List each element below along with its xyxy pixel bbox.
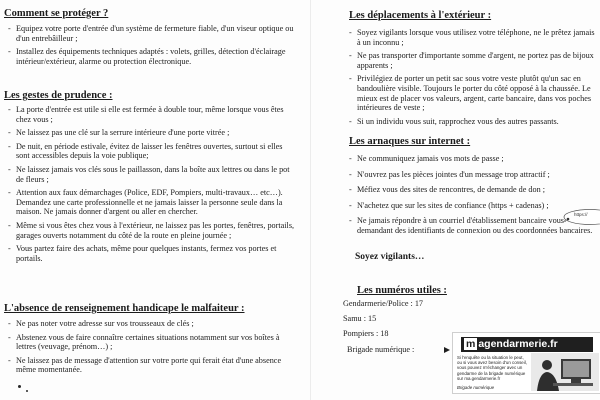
brand-banner bbox=[461, 337, 593, 352]
logo-tagline: Si l'enquête ou la situation le peut, ou si vous avez besoin d'un conseil, vous pouvez m'échanger avec un gendarme de la brigade numérique sur ma.gendarmerie.fr bbox=[457, 355, 527, 381]
list-item: - Ne pas noter votre adresse sur vos trousseaux de clés ; bbox=[8, 319, 298, 329]
list-item: - Privilégiez de porter un petit sac sous votre veste plutôt qu'un sac en bandoulière visible. Toujours le porter du côté opposé à la chaussée. Le mieux est de placer vos valeurs, argent, carte bancaire, dans vos poches intérieures de veste ; bbox=[349, 74, 600, 112]
number-brigade: Brigade numérique : bbox=[347, 345, 415, 354]
list-item: - Equipez votre porte d'entrée d'un système de fermeture fiable, d'un viseur optique ou d'un entrebâilleur ; bbox=[8, 24, 298, 43]
number-gendarmerie: Gendarmerie/Police : 17 bbox=[343, 299, 424, 308]
number-pompiers: Pompiers : 18 bbox=[343, 329, 389, 338]
heading-absence: L'absence de renseignement handicape le malfaiteur : bbox=[4, 303, 245, 314]
list-item: - Ne laissez pas une clé sur la serrure intérieure d'une porte vitrée ; bbox=[8, 128, 298, 138]
list-item: - Même si vous êtes chez vous à l'extérieur, ne laissez pas les portes, fenêtres, portails, garages ouverts notamment du côté de la route en pleine journée ; bbox=[8, 221, 298, 240]
list-item: - Ne laissez jamais vos clés sous le paillasson, dans la boîte aux lettres ou dans le pot de fleurs ; bbox=[8, 165, 298, 184]
list-item: - Vous partez faire des achats, même pour quelques instants, fermez vos portes et portails. bbox=[8, 244, 298, 263]
list-item: - Soyez vigilants lorsque vous utilisez votre téléphone, ne le prêtez jamais à un inconnu ; bbox=[349, 28, 600, 47]
heading-protect: Comment se protéger ? bbox=[4, 8, 109, 19]
numbers-list bbox=[343, 299, 453, 359]
pointer-arrow-icon bbox=[443, 346, 451, 354]
section-numbers bbox=[357, 285, 487, 297]
list-item: - Ne pas transporter d'importante somme d'argent, ne portez pas de bijoux apparents ; bbox=[349, 51, 600, 70]
browser-bubble-icon bbox=[562, 208, 600, 226]
list-item: - N'ouvrez pas les pièces jointes d'un message trop attractif ; bbox=[349, 170, 600, 180]
list-item: - N'achetez que sur les sites de confiance (https + cadenas) ; bbox=[349, 201, 600, 211]
gendarmerie-logo-card bbox=[452, 332, 600, 394]
list-protect bbox=[4, 24, 298, 66]
brand-prefix: m bbox=[466, 338, 476, 350]
scan-speck bbox=[18, 385, 21, 388]
list-item: - Ne communiquez jamais vos mots de passe ; bbox=[349, 154, 600, 164]
list-absence bbox=[4, 319, 298, 375]
list-item: - Installez des équipements techniques adaptés : volets, grilles, détection d'éclairage intérieur/extérieur, alarme ou protection électronique. bbox=[8, 47, 298, 66]
heading-exterieur: Les déplacements à l'extérieur : bbox=[349, 10, 492, 21]
scan-speck bbox=[26, 390, 28, 392]
browser-url-text: https:// bbox=[574, 212, 588, 217]
section-exterieur bbox=[349, 10, 600, 126]
list-item: - Ne laissez pas de message d'attention sur votre porte qui ferait état d'une absence même momentanée. bbox=[8, 356, 298, 375]
page-fold bbox=[310, 0, 311, 400]
list-item: - Si un individu vous suit, rapprochez vous des autres passants. bbox=[349, 117, 600, 127]
section-protect bbox=[4, 8, 298, 66]
section-prudence bbox=[4, 90, 298, 263]
list-item: - Abstenez vous de faire connaître certaines situations notamment sur vos boîtes à lettres (veuvage, prénom…) ; bbox=[8, 333, 298, 352]
number-samu: Samu : 15 bbox=[343, 314, 377, 323]
list-item: - Ne jamais répondre à un courriel d'établissement bancaire vous demandant des identifiants de connexion ou des coordonnées bancaires. bbox=[349, 216, 600, 235]
heading-arnaques: Les arnaques sur internet : bbox=[349, 136, 471, 147]
list-item: - La porte d'entrée est utile si elle est fermée à double tour, même lorsque vous êtes chez vous ; bbox=[8, 105, 298, 124]
list-exterieur bbox=[349, 28, 600, 126]
list-item: - De nuit, en période estivale, évitez de laisser les fenêtres ouvertes, surtout si elles sont accessibles depuis la voie publique; bbox=[8, 142, 298, 161]
vigilance-note: Soyez vigilants… bbox=[355, 252, 425, 262]
heading-prudence: Les gestes de prudence : bbox=[4, 90, 113, 101]
list-item: - Attention aux faux démarchages (Police, EDF, Pompiers, multi-travaux… etc…). Demandez une carte professionnelle et ne jamais laisser la personne seule dans la maison. Ne jamais donner d'argent ou aller en chercher. bbox=[8, 188, 298, 217]
officer-at-computer-icon bbox=[531, 353, 599, 391]
heading-numbers: Les numéros utiles : bbox=[357, 285, 447, 296]
brand-name: agendarmerie.fr bbox=[478, 338, 558, 350]
list-prudence bbox=[4, 105, 298, 263]
logo-signature: Brigade numérique bbox=[457, 385, 495, 390]
left-column bbox=[2, 0, 298, 400]
list-item: - Méfiez vous des sites de rencontres, de demande de don ; bbox=[349, 185, 600, 195]
section-absence bbox=[4, 303, 298, 375]
